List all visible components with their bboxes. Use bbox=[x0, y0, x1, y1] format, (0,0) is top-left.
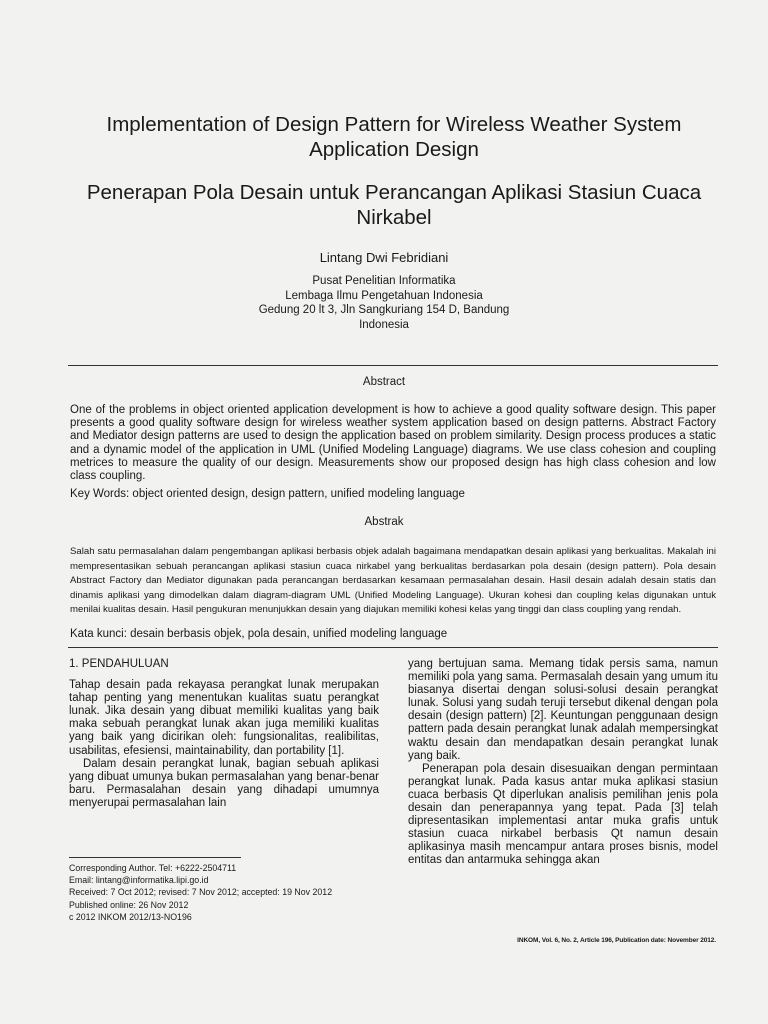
body-paragraph: yang bertujuan sama. Memang tidak persis sama, namun memiliki pola yang sama. Permasalah desain yang umum itu biasanya disertai dengan solusi-solusi desain perangkat lunak. Solusi yang sudah teruji tersebut dikenal dengan pola desain (design pattern) [2]. Keuntungan penggunaan design pattern pada desain perangkat lunak adalah mempersingkat waktu desain dan mendapatkan desain perangkat lunak yang baik. bbox=[408, 658, 718, 762]
affiliation-line: Indonesia bbox=[359, 318, 409, 331]
left-column bbox=[69, 658, 379, 810]
footnote-divider bbox=[69, 857, 241, 858]
author-name: Lintang Dwi Febridiani bbox=[319, 250, 449, 265]
footnotes bbox=[69, 862, 389, 923]
paper-title-english: Implementation of Design Pattern for Wireless Weather System Application Design bbox=[106, 113, 682, 161]
footnote-received: Received: 7 Oct 2012; revised: 7 Nov 2012; accepted: 19 Nov 2012 bbox=[69, 887, 333, 898]
footer-citation: INKOM, Vol. 6, No. 2, Article 196, Publication date: November 2012. bbox=[517, 937, 716, 944]
divider-top bbox=[68, 365, 718, 366]
abstrak-heading: Abstrak bbox=[364, 516, 404, 528]
affiliation-line: Pusat Penelitian Informatika bbox=[312, 275, 456, 287]
body-paragraph: Tahap desain pada rekayasa perangkat lunak merupakan tahap penting yang menentukan kualitas suatu perangkat lunak. Jika desain yang dibuat memiliki kualitas yang baik maka sebuah perangkat lunak akan juga memiliki kualitas yang baik yang dicirikan oleh: fungsionalitas, realibilitas, usabilitas, efesiensi, maintainability, dan portability [1]. bbox=[69, 679, 379, 757]
footnote-email: Email: lintang@informatika.lipi.go.id bbox=[69, 875, 209, 886]
abstract-body: One of the problems in object oriented application development is how to achieve a good quality software design. This paper presents a good quality software design for wireless weather system application based on design patterns. Abstract Factory and Mediator design patterns are used to design the application based on problem similarity. Design process produces a static and a dynamic model of the application in UML (Unified Modeling Language) diagrams. We use class cohesion and coupling metrices to measure the quality of our design. Measurements show our proposed design has high class cohesion and low class coupling. bbox=[70, 404, 716, 483]
right-column bbox=[408, 658, 718, 868]
section-heading: 1. PENDAHULUAN bbox=[69, 658, 169, 670]
paper-title-indonesian: Penerapan Pola Desain untuk Perancangan Aplikasi Stasiun Cuaca Nirkabel bbox=[86, 181, 702, 229]
abstract-heading: Abstract bbox=[362, 376, 406, 388]
divider-bottom bbox=[68, 647, 718, 648]
footnote-copyright: c 2012 INKOM 2012/13-NO196 bbox=[69, 911, 192, 922]
abstrak-keywords: Kata kunci: desain berbasis objek, pola desain, unified modeling language bbox=[70, 628, 448, 640]
affiliation-line: Lembaga Ilmu Pengetahuan Indonesia bbox=[285, 289, 483, 302]
footnote-published: Published online: 26 Nov 2012 bbox=[69, 899, 189, 910]
body-paragraph: Dalam desain perangkat lunak, bagian sebuah aplikasi yang dibuat umunya bukan permasalahan yang benar-benar baru. Permasalahan desain yang dihadapi umumnya menyerupai permasalahan lain bbox=[69, 757, 379, 809]
body-paragraph: Penerapan pola desain disesuaikan dengan permintaan perangkat lunak. Pada kasus antar muka aplikasi stasiun cuaca berbasis Qt diperlukan analisis pemilihan jenis pola desain dan penerapannya yang tepat. Pada [3] telah dipresentasikan implementasi antar muka grafis untuk stasiun cuaca nirkabel berbasis Qt namun desain aplikasinya masih mencampur antara proses bisnis, model entitas dan antarmuka sehingga akan bbox=[408, 762, 718, 867]
author-affiliation bbox=[0, 274, 768, 332]
footnote-corresponding: Corresponding Author. Tel: +6222-2504711 bbox=[69, 863, 237, 873]
abstract-keywords: Key Words: object oriented design, design pattern, unified modeling language bbox=[70, 488, 465, 500]
abstrak-body: Salah satu permasalahan dalam pengembangan aplikasi berbasis objek adalah bagaimana mendapatkan desain aplikasi yang berkualitas. Makalah ini mempresentasikan sebuah perancangan aplikasi stasiun cuaca nirkabel yang berkualitas berdasarkan pola desain (design pattern). Pola desain Abstract Factory dan Mediator digunakan pada perancangan berdasarkan kesamaan permasalahan desain. Hasil desain adalah desain statis dan dinamis aplikasi yang dimodelkan dalam diagram-diagram UML (Unified Modeling Language). Ukuran kohesi dan coupling kelas digunakan untuk menilai kualitas desain. Hasil pengukuran menunjukkan desain yang diajukan memiliki kohesi kelas yang tinggi dan class coupling yang rendah. bbox=[70, 546, 716, 616]
affiliation-line: Gedung 20 lt 3, Jln Sangkuriang 154 D, Bandung bbox=[258, 304, 510, 316]
